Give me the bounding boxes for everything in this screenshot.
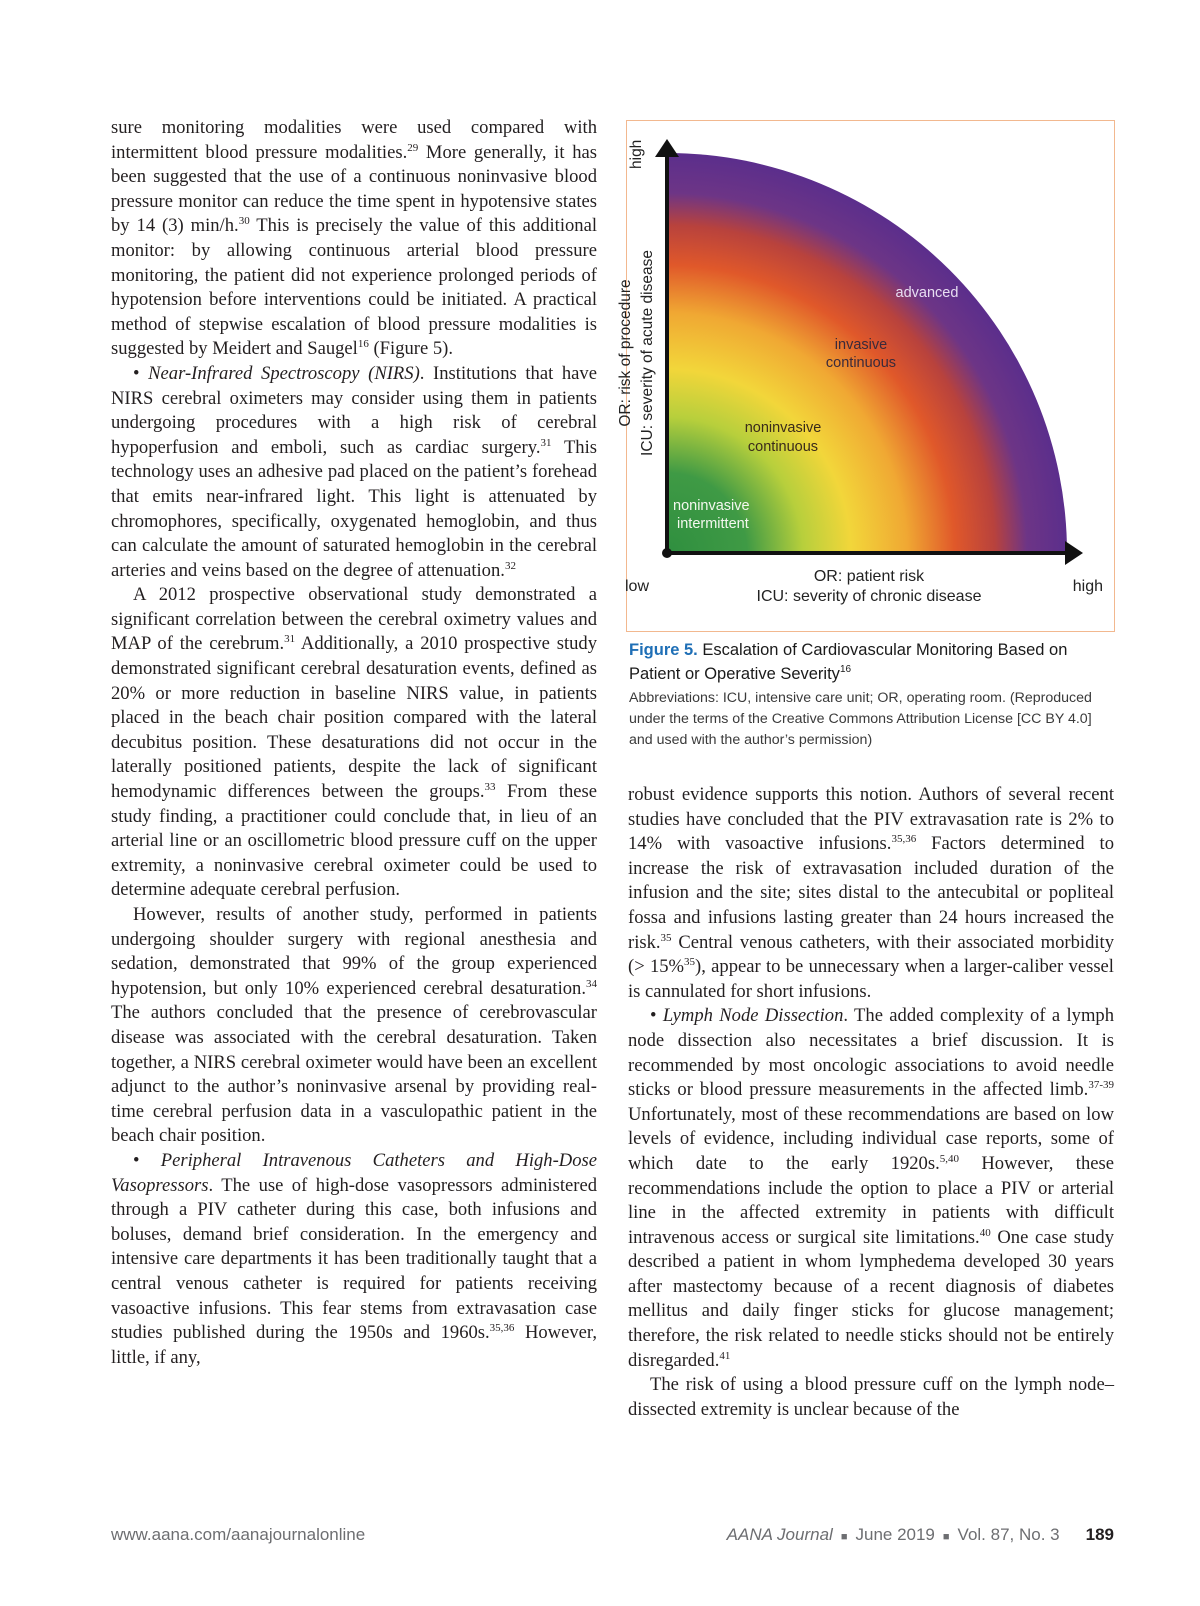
x-low-label: low (625, 578, 650, 595)
figure-5 (617, 120, 1115, 632)
section-heading-piv: Peripheral Intravenous Catheters and High-Dose Vasopressors (111, 1149, 597, 1196)
footer-url[interactable]: www.aana.com/aanajournalonline (111, 1525, 366, 1544)
paragraph-7: The risk of using a blood pressure cuff on the lymph node–dissected extremity is unclear because of the (628, 1374, 1114, 1420)
paragraph-5: robust evidence supports this notion. Authors of several recent studies have concluded that the PIV extravasation rate is 2% to 14% with vasoactive infusions.$^{35,36}$ Factors determined to increase the risk of extravasation included duration of the infusion and the site; sites distal to the antecubital or popliteal fossa and infusions lasting greater than 24 hours increased the risk.$^{35}$ Central venous catheters, with their associated morbidity (> 15%$^{35}$), appear to be unnecessary when a larger-caliber vessel is cannulated for short infusions. (628, 784, 1115, 1002)
zone-noninvasive-intermittent-label-1: noninvasive (673, 498, 750, 514)
caption-note: Abbreviations: ICU, intensive care unit; OR, operating room. (Reproduced under the terms of the Creative Commons Attribution License [CC BY 4.0] and used with the author’s permission) (629, 690, 1092, 748)
right-column (628, 783, 1114, 1422)
citation: 16 (839, 664, 852, 675)
citation: 5,40 (939, 1152, 959, 1165)
zone-noninvasive-continuous-label-1: noninvasive (744, 420, 822, 436)
citation: 41 (719, 1349, 731, 1362)
volume-issue: Vol. 87, No. 3 (957, 1525, 1060, 1544)
separator-square-icon: ■ (942, 1531, 950, 1543)
issue-date: June 2019 (855, 1525, 935, 1544)
left-column (111, 116, 597, 1370)
x-axis-label-1: OR: patient risk (813, 568, 925, 585)
figure-label: Figure 5. (629, 641, 698, 659)
y-high-label: high (628, 139, 645, 169)
paragraph-piv: • Peripheral Intravenous Catheters and High-Dose Vasopressors. The use of high-dose vasopressors administered through a PIV catheter during this case, both infusions and boluses, demand brief consideration. In the emergency and intensive care departments it has been traditionally taught that a central venous catheter is required for patients receiving vasoactive infusions. This fear stems from extravasation case studies published during the 1950s and 1960s.$^{35,36}$ However, little, if any, (111, 1149, 597, 1368)
origin-dot (662, 548, 672, 558)
zone-invasive-label-2: continuous (825, 355, 897, 371)
citation: 35 (684, 956, 696, 969)
citation: 29 (407, 141, 419, 154)
paragraph-lymph: • Lymph Node Dissection. The added complexity of a lymph node dissection also necessitates a brief discussion. It is recommended by most oncologic associations to avoid needle sticks or blood pressure measurements in the affected limb.$^{37-39}$ Unfortunately, most of these recommendations are based on low levels of evidence, including individual case reports, some of which date to the early 1920s.$^{5,40}$ However, these recommendations include the option to place a PIV or arterial line in the affected extremity in patients with difficult intravenous access or surgical site limitations.$^{40}$ One case study described a patient in whom lymphedema developed 30 years after mastectomy because of a recent diagnosis of diabetes mellitus and daily finger sticks for glucose management; therefore, the risk related to needle sticks should not be entirely disregarded.$^{41}$ (628, 1005, 1115, 1371)
citation: 35,36 (489, 1322, 515, 1335)
separator-square-icon: ■ (840, 1531, 848, 1543)
page-number: 189 (1085, 1525, 1114, 1544)
citation: 31 (540, 436, 552, 449)
zone-noninvasive-intermittent-label-2: intermittent (677, 516, 749, 532)
paragraph-1: sure monitoring modalities were used compared with intermittent blood pressure modalities.$^{29}$ More generally, it has been suggested that the use of a continuous noninvasive blood pressure monitor can reduce the time spent in hypotensive states by 14 (3) min/h.$^{30}$ This is precisely the value of this additional monitor: by allowing continuous arterial blood pressure monitoring, the patient did not experience prolonged periods of hypotension before interventions could be initiated. A practical method of stepwise escalation of blood pressure modalities is suggested by Meidert and Saugel$^{16}$ (Figure 5). (111, 117, 597, 360)
x-axis-label-2: ICU: severity of chronic disease (756, 588, 982, 605)
y-axis-label-1: OR: risk of procedure (617, 279, 634, 427)
y-axis-label-2: ICU: severity of acute disease (639, 250, 656, 456)
footer-citation (727, 1525, 1114, 1545)
citation: 35,36 (891, 833, 917, 846)
journal-name: AANA Journal (726, 1525, 833, 1544)
x-axis-arrow (1065, 541, 1083, 565)
caption-title: Figure 5. Escalation of Cardiovascular Monitoring Based on Patient or Operative Severity$^{16}$ (629, 641, 1068, 683)
zone-noninvasive-continuous-label-2: continuous (747, 439, 819, 455)
paragraph-4: However, results of another study, performed in patients undergoing shoulder surgery with regional anesthesia and sedation, demonstrated that 99% of the group experienced hypotension, but only 10% experienced cerebral desaturation.$^{34}$ The authors concluded that the presence of cerebrovascular disease was associated with the cerebral desaturation. Taken together, a NIRS cerebral oximeter would have been an excellent adjunct to the author’s noninvasive arsenal by providing real-time cerebral perfusion data in a vasculopathic patient in the beach chair position. (111, 904, 597, 1147)
paragraph-3: A 2012 prospective observational study demonstrated a significant correlation between the cerebral oximetry values and MAP of the cerebrum.$^{31}$ Additionally, a 2010 prospective study demonstrated significant cerebral desaturation events, defined as 20% or more reduction in baseline NIRS value, in patients placed in the beach chair position compared with the lateral decubitus position. These desaturations did not occur in the laterally positioned patients, despite the lack of significant hemodynamic differences between the groups.$^{33}$ From these study finding, a practitioner could conclude that, in lieu of an arterial line or an oscillometric blood pressure cuff on the upper extremity, a noninvasive cerebral oximeter could be used to determine adequate cerebral perfusion. (111, 584, 598, 901)
citation: 16 (357, 338, 369, 351)
section-heading-nirs: Near-Infrared Spectroscopy (NIRS) (148, 362, 420, 384)
paragraph-nirs: • Near-Infrared Spectroscopy (NIRS). Institutions that have NIRS cerebral oximeters may consider using them in patients undergoing procedures with a high risk of cerebral hypoperfusion and emboli, such as cardiac surgery.$^{31}$ This technology uses an adhesive pad placed on the patient’s forehead that emits near-infrared light. This light is attenuated by chromophores, specifically, oxygenated hemoglobin, and thus can calculate the amount of saturated hemoglobin in the cerebral arteries and veins based on the degree of attenuation.$^{32}$ (111, 362, 598, 581)
citation: 31 (284, 633, 296, 646)
citation: 40 (979, 1226, 991, 1239)
escalation-gradient-area (667, 153, 1067, 553)
citation: 34 (586, 977, 597, 990)
zone-advanced-label: advanced (895, 285, 959, 301)
citation: 37-39 (1088, 1079, 1114, 1092)
citation: 32 (504, 559, 516, 572)
zone-invasive-label-1: invasive (834, 337, 888, 353)
figure-caption (629, 638, 1119, 751)
x-high-label: high (1072, 578, 1103, 595)
citation: 33 (484, 781, 496, 794)
citation: 35 (660, 931, 672, 944)
escalation-chart (617, 121, 1116, 633)
y-axis-arrow (655, 139, 679, 157)
citation: 30 (238, 215, 250, 228)
section-heading-lymph: Lymph Node Dissection (662, 1005, 844, 1027)
